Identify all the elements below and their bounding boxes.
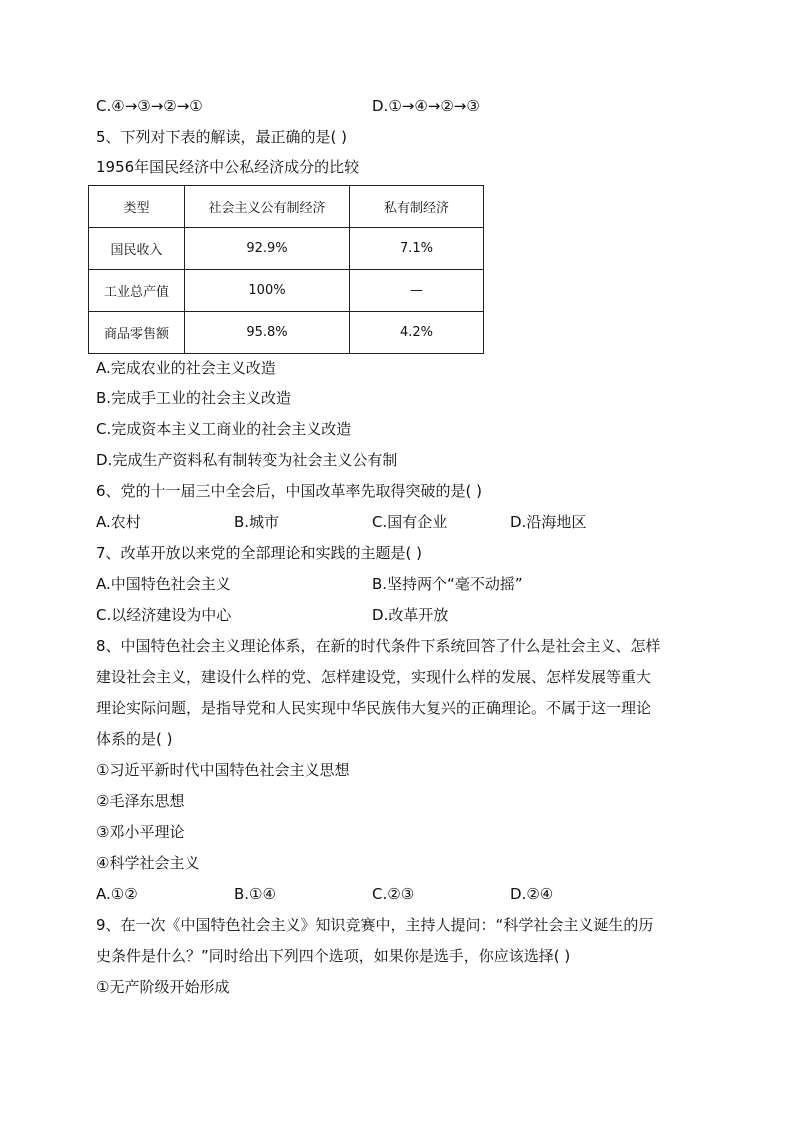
table-header-cell: 社会主义公有制经济 [185,186,350,228]
q6-option-a: A.农村 [96,513,141,531]
table-cell: 100% [185,270,350,312]
q5-option-a: A.完成农业的社会主义改造 [96,359,276,377]
q8-stem-line: 理论实际问题，是指导党和人民实现中华民族伟大复兴的正确理论。不属于这一理论 [96,699,652,717]
table-cell: 商品零售额 [89,312,185,354]
q9-stem-line: 史条件是什么？”同时给出下列四个选项，如果你是选手，你应该选择( ) [96,947,571,965]
q8-item: ②毛泽东思想 [96,792,185,810]
q6-option-c: C.国有企业 [372,513,448,531]
q8-stem-line: 体系的是( ) [96,730,173,748]
q7-stem: 7、改革开放以来党的全部理论和实践的主题是( ) [96,544,423,562]
q8-stem-line: 8、中国特色社会主义理论体系，在新的时代条件下系统回答了什么是社会主义、怎样 [96,637,661,655]
q5-table-title: 1956年国民经济中公私经济成分的比较 [96,158,360,176]
table-header-row [89,186,484,228]
q8-item: ④科学社会主义 [96,854,200,872]
table-cell: 4.2% [350,312,484,354]
q8-option-d: D.②④ [510,885,554,903]
q6-option-b: B.城市 [234,513,280,531]
q4-options-row [96,96,480,116]
q9-item: ①无产阶级开始形成 [96,978,230,996]
table-cell: 7.1% [350,228,484,270]
table-row [89,312,484,354]
q8-item: ③邓小平理论 [96,823,185,841]
q8-option-b: B.①④ [234,885,276,903]
table-cell: 92.9% [185,228,350,270]
table-header-cell: 私有制经济 [350,186,484,228]
table-cell: 95.8% [185,312,350,354]
q5-option-c: C.完成资本主义工商业的社会主义改造 [96,420,352,438]
q4-option-c: C.④→③→②→① [96,97,203,115]
q5-data-table [88,185,484,354]
q5-option-d: D.完成生产资料私有制转变为社会主义公有制 [96,451,398,469]
q8-stem-line: 建设社会主义，建设什么样的党、怎样建设党，实现什么样的发展、怎样发展等重大 [96,668,652,686]
q8-option-a: A.①② [96,885,138,903]
q7-option-d: D.改革开放 [372,606,449,624]
q8-option-c: C.②③ [372,885,415,903]
q5-stem: 5、下列对下表的解读，最正确的是( ) [96,128,348,146]
table-row [89,270,484,312]
q6-option-d: D.沿海地区 [510,513,587,531]
table-header-cell: 类型 [89,186,185,228]
q7-option-b: B.坚持两个“毫不动摇” [372,575,523,593]
q8-item: ①习近平新时代中国特色社会主义思想 [96,761,350,779]
table-cell: 工业总产值 [89,270,185,312]
table-cell: — [350,270,484,312]
table-row [89,228,484,270]
q7-option-c: C.以经济建设为中心 [96,606,232,624]
q4-option-d: D.①→④→②→③ [372,97,480,115]
q6-stem: 6、党的十一届三中全会后，中国改革率先取得突破的是( ) [96,482,483,500]
table-cell: 国民收入 [89,228,185,270]
q7-option-a: A.中国特色社会主义 [96,575,231,593]
q9-stem-line: 9、在一次《中国特色社会主义》知识竞赛中，主持人提问：“科学社会主义诞生的历 [96,916,654,934]
q5-option-b: B.完成手工业的社会主义改造 [96,389,292,407]
